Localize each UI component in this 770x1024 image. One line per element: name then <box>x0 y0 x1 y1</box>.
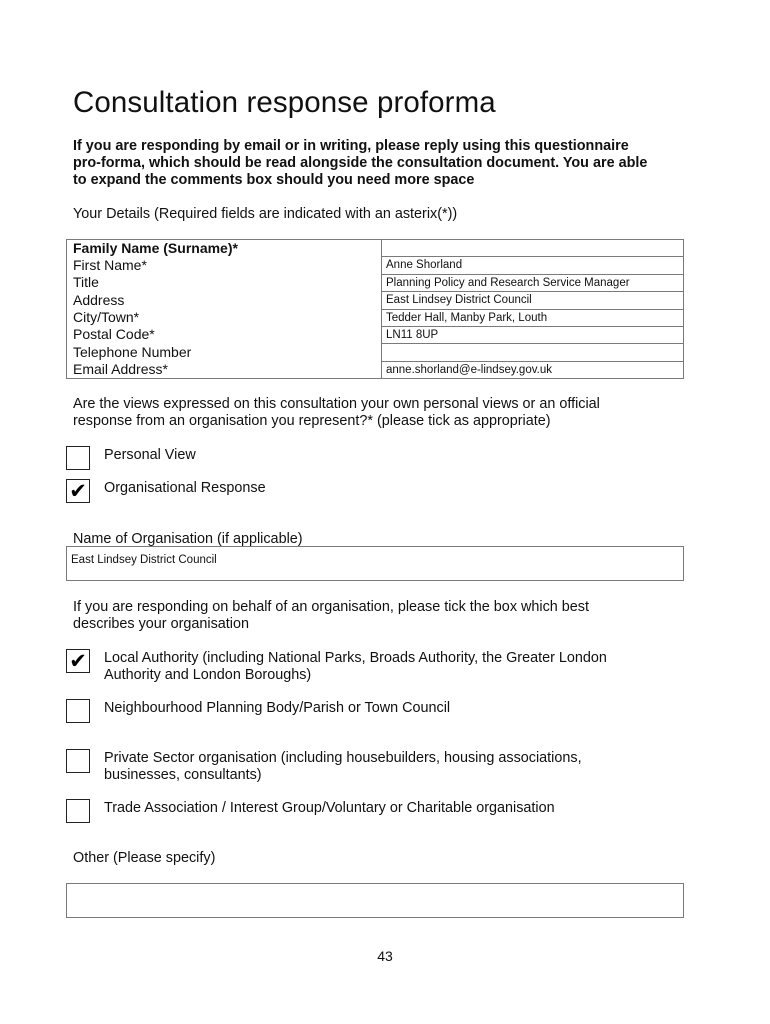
table-row <box>67 326 684 343</box>
intro-line: to expand the comments box should you need more space <box>73 172 475 188</box>
organisational-response-label: Organisational Response <box>104 480 266 496</box>
neighbourhood-planning-label <box>104 700 450 717</box>
views-question <box>73 396 600 430</box>
question-line: Are the views expressed on this consultation your own personal views or an official <box>73 396 600 412</box>
organisational-response-checkbox[interactable] <box>66 479 90 503</box>
personal-view-checkbox[interactable] <box>66 446 90 470</box>
table-row <box>67 361 684 378</box>
local-authority-checkbox[interactable] <box>66 649 90 673</box>
title-label: Title <box>67 274 382 291</box>
intro-line: If you are responding by email or in writing, please reply using this questionnaire <box>73 138 629 154</box>
table-row <box>67 274 684 291</box>
first-name-label: First Name* <box>67 257 382 274</box>
family-name-label: Family Name (Surname)* <box>67 240 382 257</box>
table-row <box>67 309 684 326</box>
option-line: businesses, consultants) <box>104 767 262 783</box>
page-title: Consultation response proforma <box>73 86 496 119</box>
table-row <box>67 257 684 274</box>
city-town-field[interactable]: Tedder Hall, Manby Park, Louth <box>382 309 684 326</box>
telephone-label: Telephone Number <box>67 344 382 361</box>
title-field[interactable]: Planning Policy and Research Service Manager <box>382 274 684 291</box>
intro-line: pro-forma, which should be read alongside the consultation document. You are able <box>73 155 648 171</box>
question-line: describes your organisation <box>73 616 249 632</box>
trade-association-label <box>104 800 555 817</box>
postal-code-field[interactable]: LN11 8UP <box>382 326 684 343</box>
local-authority-label <box>104 650 607 684</box>
table-row <box>67 292 684 309</box>
table-row <box>67 344 684 361</box>
private-sector-checkbox[interactable] <box>66 749 90 773</box>
organisation-name-field[interactable]: East Lindsey District Council <box>66 546 684 581</box>
your-details-label: Your Details (Required fields are indicated with an asterix(*)) <box>73 206 458 222</box>
option-line: Private Sector organisation (including housebuilders, housing associations, <box>104 750 582 766</box>
checkmark-icon: ✔ <box>69 649 87 673</box>
trade-association-checkbox[interactable] <box>66 799 90 823</box>
family-name-field[interactable] <box>382 240 684 257</box>
checkmark-icon: ✔ <box>69 479 87 503</box>
option-line: Trade Association / Interest Group/Voluntary or Charitable organisation <box>104 800 555 816</box>
personal-view-label: Personal View <box>104 447 196 463</box>
telephone-field[interactable] <box>382 344 684 361</box>
table-row <box>67 240 684 257</box>
details-table <box>66 239 684 379</box>
question-line: response from an organisation you represent?* (please tick as appropriate) <box>73 413 551 429</box>
neighbourhood-planning-checkbox[interactable] <box>66 699 90 723</box>
first-name-field[interactable]: Anne Shorland <box>382 257 684 274</box>
private-sector-label <box>104 750 582 784</box>
intro-text <box>73 138 713 189</box>
postal-code-label: Postal Code* <box>67 326 382 343</box>
option-line: Neighbourhood Planning Body/Parish or Town Council <box>104 700 451 716</box>
page-number: 43 <box>377 948 393 964</box>
other-specify-field[interactable] <box>66 883 684 918</box>
org-type-question <box>73 599 589 633</box>
option-line: Local Authority (including National Parks, Broads Authority, the Greater London <box>104 650 607 666</box>
email-label: Email Address* <box>67 361 382 378</box>
city-town-label: City/Town* <box>67 309 382 326</box>
address-label: Address <box>67 292 382 309</box>
organisation-name-label: Name of Organisation (if applicable) <box>73 531 303 547</box>
question-line: If you are responding on behalf of an organisation, please tick the box which best <box>73 599 589 615</box>
email-field[interactable]: anne.shorland@e-lindsey.gov.uk <box>382 361 684 378</box>
address-field[interactable]: East Lindsey District Council <box>382 292 684 309</box>
other-label: Other (Please specify) <box>73 850 216 866</box>
option-line: Authority and London Boroughs) <box>104 667 312 683</box>
